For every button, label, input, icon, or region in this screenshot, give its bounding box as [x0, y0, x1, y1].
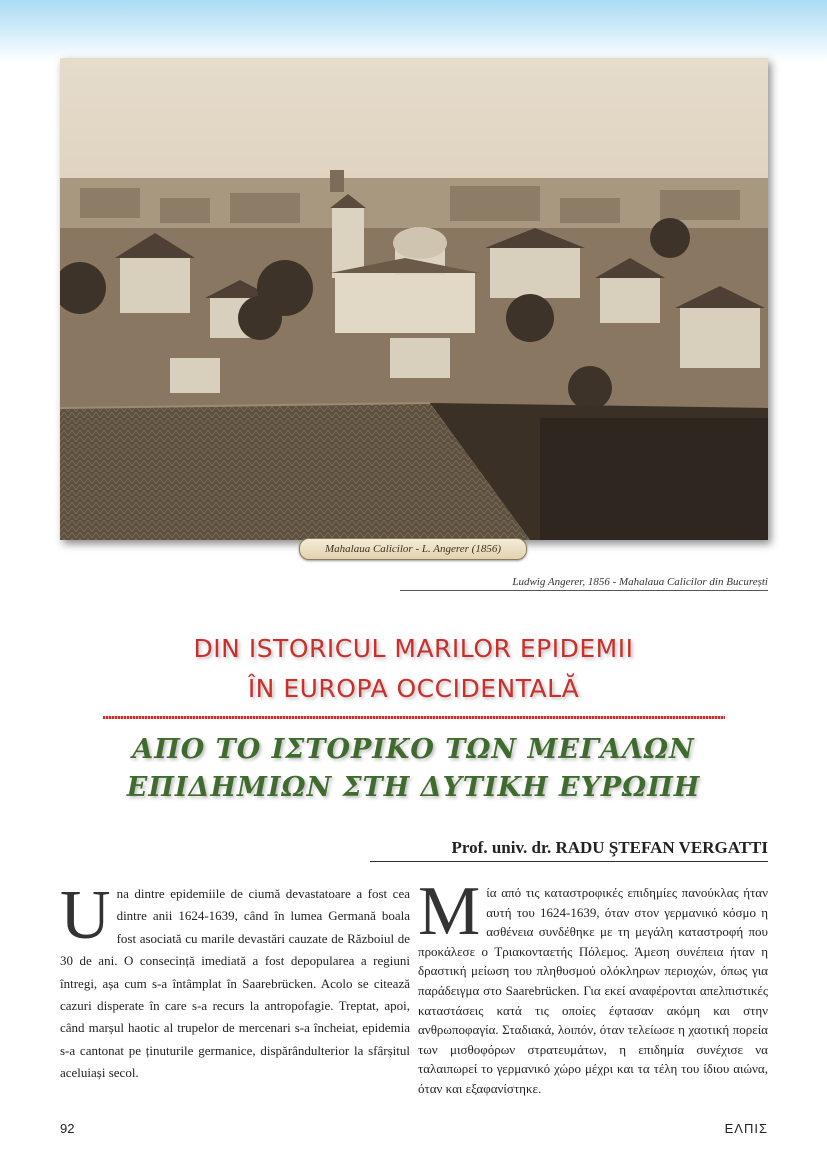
photo-plaque: Mahalaua Calicilor - L. Angerer (1856) — [299, 538, 527, 560]
header-band — [0, 0, 827, 62]
article-text: ία από τις καταστροφικές επιδημίες πανούκλας ήταν αυτή του 1624-1639, όταν στον γερμανικό κόσμο η ασθένεια συνδέθηκε με τη μεγάλη καταστροφή που προκάλεσε ο Τριακονταετής Πόλεμος. Άμεση συνέπεια ήταν η δραστική μείωση του πληθυσμού ολόκληρων περιοχών, όπως για παράδειγμα στο Saarebrücken. Για εκεί αναφέρονται απελπιστικές καταστάσεις κατά τις οποίες έφτασαν ακόμη και στην ανθρωποφαγία. Σταδιακά, λοιπόν, όταν τελείωσε η χαοτική πορεία των μισθοφόρων στρατευμάτων, η επιδημία συνέχισε να ταλαιπωρεί το γερμανικό χώρο μέχρι και τα τέλη του ίδιου αιώνα, όταν και εξαφανίστηκε. — [418, 885, 768, 1096]
magazine-name: ΕΛΠΙΣ — [724, 1121, 768, 1136]
page-number: 92 — [60, 1121, 75, 1136]
article-column-greek — [418, 873, 768, 1099]
dropcap: U — [60, 877, 111, 954]
photo-caption: Ludwig Angerer, 1856 - Mahalaua Calicilor din București — [400, 576, 768, 591]
article-text: na dintre epidemiile de ciumă devastatoare a fost cea dintre anii 1624-1639, când în lumea Germană boala fost asociată cu marile devastări cauzate de Războiul de 30 de ani. O consecință imediată a fost depopularea a regiuni întregi, așa cum s-a întâmplat în Saarebrücken. Acolo se citează cazuri disperate în care s-a recurs la antropofagie. Treptat, apoi, când marșul haotic al trupelor de mercenari s-a încheiat, epidemia s-a cantonat pe ținuturile germanice, dispărândulterior la sfârșitul aceluiași secol. — [60, 886, 410, 1081]
title-romanian-line1: DIN ISTORICUL MARILOR EPIDEMII — [193, 634, 634, 663]
title-greek-line1: ΑΠΟ ΤΟ ΙΣΤΟΡΙΚΟ ΤΩΝ ΜΕΓΑΛΩΝ — [132, 734, 695, 765]
title-divider — [103, 716, 725, 719]
author-byline: Prof. univ. dr. RADU ŞTEFAN VERGATTI — [370, 838, 768, 862]
title-romanian-line2: ÎN EUROPA OCCIDENTALĂ — [247, 674, 580, 703]
historic-photo — [60, 58, 768, 540]
title-greek-line2: ΕΠΙΔΗΜΙΩΝ ΣΤΗ ΔΥΤΙΚΗ ΕΥΡΩΠΗ — [126, 772, 701, 803]
article-column-romanian — [60, 877, 410, 1085]
dropcap: Μ — [418, 873, 481, 950]
